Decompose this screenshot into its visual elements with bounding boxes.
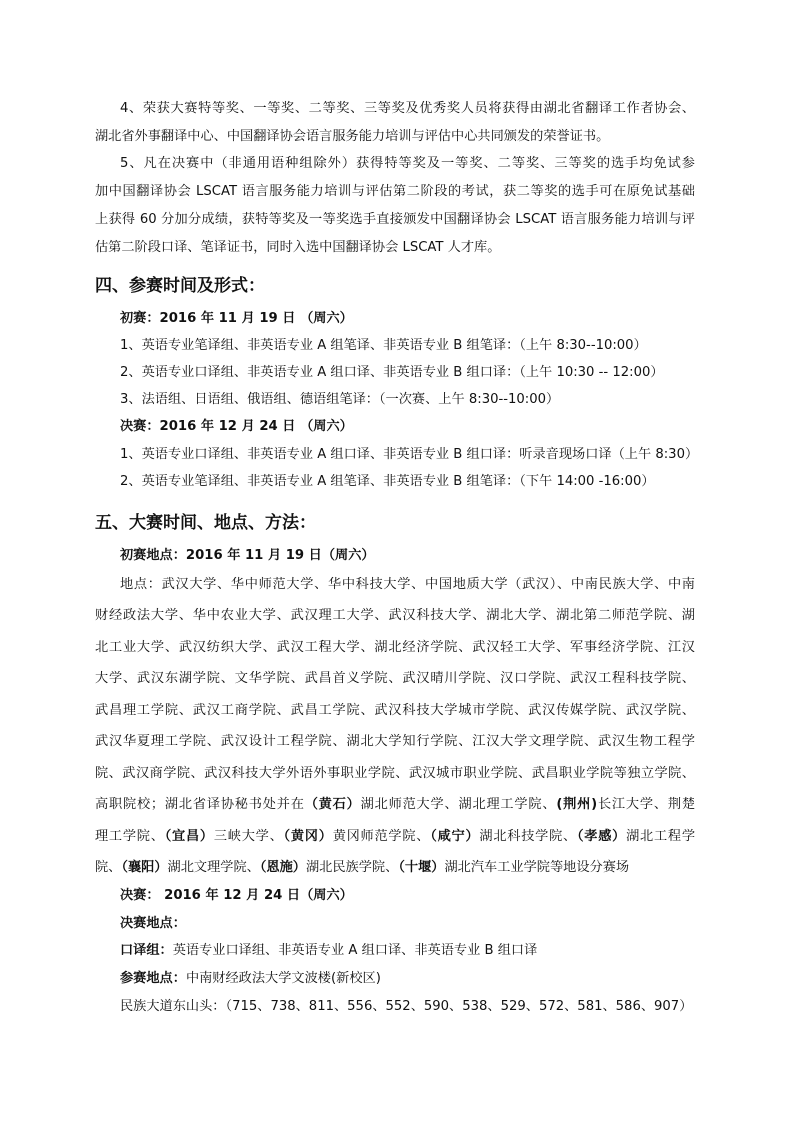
section4-prelim-item-1: 1、英语专业笔译组、非英语专业 A 组笔译、非英语专业 B 组笔译：（上午 8:30--10:00） xyxy=(120,338,647,353)
interp-label: 口译组： xyxy=(120,943,173,958)
venue-line-4: 大学、武汉东湖学院、文华学院、武昌首义学院、武汉晴川学院、汉口学院、武汉工程科技学院、 xyxy=(95,671,695,686)
section5-heading: 五、大赛时间、地点、方法： xyxy=(95,513,316,533)
interp-text: 英语专业口译组、非英语专业 A 组口译、非英语专业 B 组口译 xyxy=(172,943,538,958)
city-huangshi: （黄石） xyxy=(304,797,361,812)
section5-final-title: 决赛： 2016 年 12 月 24 日（周六） xyxy=(120,888,353,903)
bus-line: 民族大道东山头：（715、738、811、556、552、590、538、529、572、581、586、907） xyxy=(120,999,693,1014)
venue-line-10-text-3: 湖北民族学院、 xyxy=(306,860,399,875)
venue-label: 参赛地点： xyxy=(120,971,186,986)
city-enshi: （恩施） xyxy=(259,860,306,875)
venue-line-8-text-1: 高职院校；湖北省译协秘书处并在 xyxy=(95,797,305,812)
section5-prelim-venue-title: 初赛地点：2016 年 11 月 19 日（周六） xyxy=(120,548,375,563)
venue-address-line xyxy=(120,970,381,988)
venue-line-7: 院、武汉商学院、武汉科技大学外语外事职业学院、武汉城市职业学院、武昌职业学院等独立学院、 xyxy=(95,766,695,781)
section4-final-item-2: 2、英语专业笔译组、非英语专业 A 组笔译、非英语专业 B 组笔译：（下午 14:00 -16:00） xyxy=(120,474,655,489)
venue-line-10-text-1: 院、 xyxy=(95,860,122,875)
venue-line-10-text-4: 湖北汽车工业学院等地设分赛场 xyxy=(444,860,630,875)
final-venue-label: 决赛地点： xyxy=(120,916,186,931)
award-p5-line-4: 估第二阶段口译、笔译证书，同时入选中国翻译协会 LSCAT 人才库。 xyxy=(95,240,501,255)
venue-line-1: 地点：武汉大学、华中师范大学、华中科技大学、中国地质大学（武汉）、中南民族大学、中南 xyxy=(120,577,695,592)
venue-line-10 xyxy=(95,859,629,877)
section4-prelim-title: 初赛：2016 年 11 月 19 日 （周六） xyxy=(120,311,353,326)
venue-line-9-text-1: 理工学院、 xyxy=(95,829,165,844)
venue-line-8-text-2: 湖北师范大学、湖北理工学院、 xyxy=(360,797,557,812)
venue-text: 中南财经政法大学文波楼(新校区) xyxy=(185,971,381,986)
city-xiaogan: （孝感） xyxy=(576,829,627,844)
venue-line-8 xyxy=(95,796,695,814)
venue-line-9-text-2: 三峡大学、 xyxy=(213,829,284,844)
city-yichang: （宜昌） xyxy=(164,829,214,844)
venue-line-9 xyxy=(95,828,695,846)
award-p4-line-1: 4、荣获大赛特等奖、一等奖、二等奖、三等奖及优秀奖人员将获得由湖北省翻译工作者协会、 xyxy=(120,101,695,116)
section4-prelim-item-3: 3、法语组、日语组、俄语组、德语组笔译：（一次赛、上午 8:30--10:00） xyxy=(120,392,560,407)
interp-group-line xyxy=(120,942,537,960)
section4-final-item-1: 1、英语专业口译组、非英语专业 A 组口译、非英语专业 B 组口译：听录音现场口译（上午 8:30） xyxy=(120,447,699,462)
venue-line-9-text-5: 湖北工程学 xyxy=(626,829,696,844)
venue-line-5: 武昌理工学院、武汉工商学院、武昌工学院、武汉科技大学城市学院、武汉传媒学院、武汉学院、 xyxy=(95,703,695,718)
city-xiangyang: （襄阳） xyxy=(121,860,168,875)
venue-line-9-text-3: 黄冈师范学院、 xyxy=(332,829,431,844)
section4-final-title: 决赛：2016 年 12 月 24 日 （周六） xyxy=(120,419,353,434)
venue-line-6: 武汉华夏理工学院、武汉设计工程学院、湖北大学知行学院、江汉大学文理学院、武汉生物工程学 xyxy=(95,734,695,749)
city-huanggang: （黄冈） xyxy=(283,829,333,844)
venue-line-8-text-3: 长江大学、荆楚 xyxy=(597,797,696,812)
award-p5-line-2: 加中国翻译协会 LSCAT 语言服务能力培训与评估第二阶段的考试，获二等奖的选手可在原免试基础 xyxy=(95,184,695,199)
venue-line-3: 北工业大学、武汉纺织大学、武汉工程大学、湖北经济学院、武汉轻工大学、军事经济学院、江汉 xyxy=(95,640,695,655)
venue-line-2: 财经政法大学、华中农业大学、武汉理工大学、武汉科技大学、湖北大学、湖北第二师范学院、湖 xyxy=(95,608,695,623)
section4-prelim-item-2: 2、英语专业口译组、非英语专业 A 组口译、非英语专业 B 组口译：（上午 10:30 -- 12:00） xyxy=(120,365,664,380)
section4-heading: 四、参赛时间及形式： xyxy=(95,276,265,296)
city-jingzhou: (荆州) xyxy=(556,797,598,812)
venue-line-10-text-2: 湖北文理学院、 xyxy=(167,860,260,875)
city-shiyan: （十堰） xyxy=(398,860,445,875)
city-xianning: （咸宁） xyxy=(430,829,480,844)
venue-line-9-text-4: 湖北科技学院、 xyxy=(479,829,577,844)
award-p5-line-1: 5、凡在决赛中（非通用语种组除外）获得特等奖及一等奖、二等奖、三等奖的选手均免试参 xyxy=(120,156,695,171)
award-p5-line-3: 上获得 60 分加分成绩，获特等奖及一等奖选手直接颁发中国翻译协会 LSCAT 语言服务能力培训与评 xyxy=(95,212,695,227)
award-p4-line-2: 湖北省外事翻译中心、中国翻译协会语言服务能力培训与评估中心共同颁发的荣誉证书。 xyxy=(95,129,610,144)
